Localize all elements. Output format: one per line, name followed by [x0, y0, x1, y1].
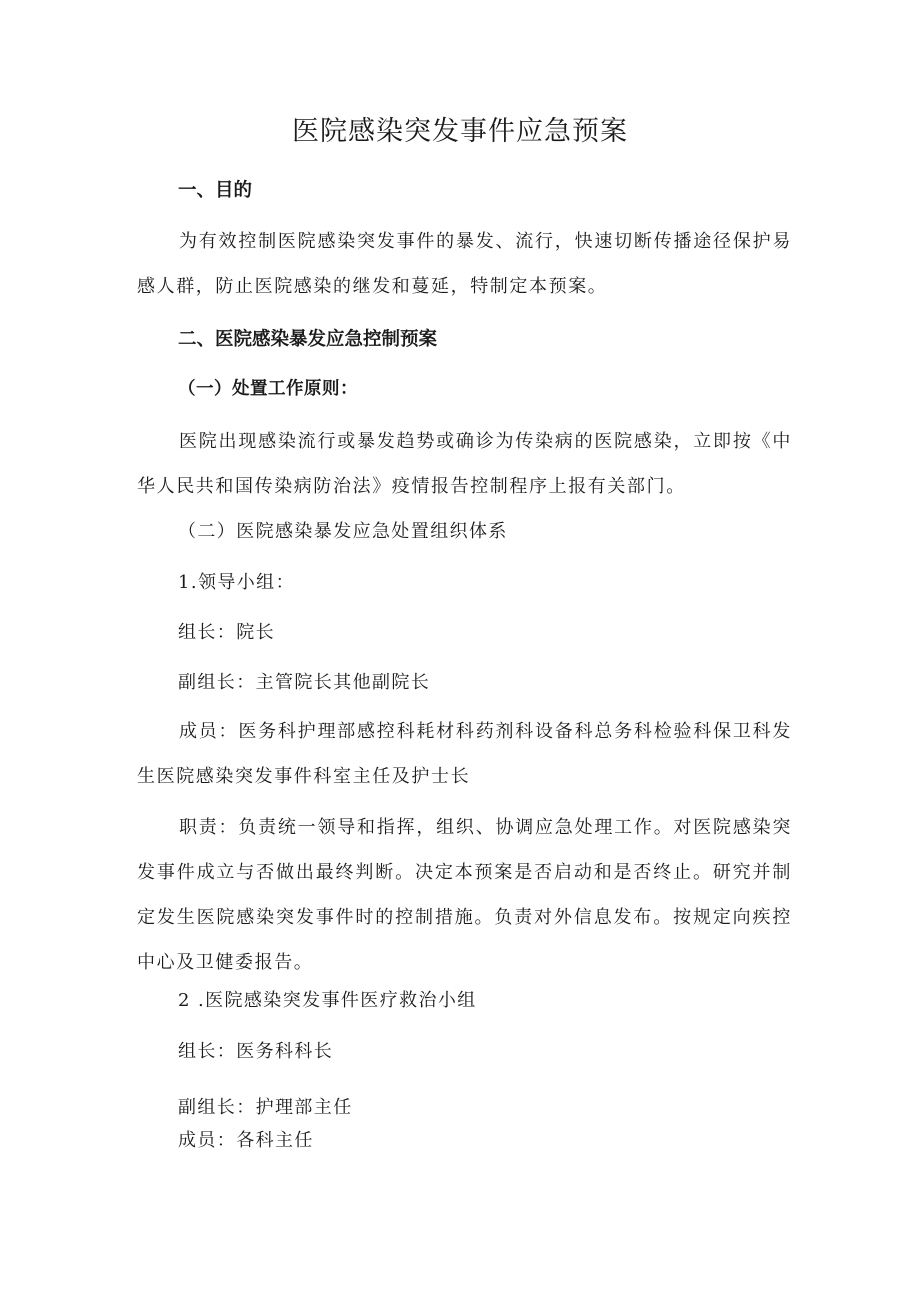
- subsection-heading-principles: （一）处置工作原则：: [178, 379, 358, 399]
- document-title: 医院感染突发事件应急预案: [292, 116, 628, 147]
- leadership-group-title: 1.领导小组：: [178, 572, 295, 593]
- section-heading-purpose: 一、目的: [178, 180, 253, 201]
- leadership-group-deputy: 副组长：主管院长其他副院长: [178, 672, 431, 693]
- principles-paragraph: 医院出现感染流行或暴发趋势或确诊为传染病的医院感染，立即按《中华人民共和国传染病防治法》疫情报告控制程序上报有关部门。: [137, 431, 792, 497]
- purpose-paragraph: 为有效控制医院感染突发事件的暴发、流行，快速切断传播途径保护易感人群，防止医院感染的继发和蔓延，特制定本预案。: [137, 231, 792, 297]
- section-heading-emergency-plan: 二、医院感染暴发应急控制预案: [178, 329, 438, 350]
- leadership-group-leader: 组长：院长: [178, 622, 275, 643]
- medical-treatment-group-leader: 组长：医务科科长: [178, 1041, 334, 1062]
- medical-treatment-group-title: 2 .医院感染突发事件医疗救治小组: [178, 990, 477, 1011]
- medical-treatment-group-members: 成员：各科主任: [178, 1130, 314, 1151]
- leadership-group-duties: 职责：负责统一领导和指挥，组织、协调应急处理工作。对医院感染突发事件成立与否做出最终判断。决定本预案是否启动和是否终止。研究并制定发生医院感染突发事件时的控制措施。负责对外信息发布。按规定向疾控中心及卫健委报告。: [137, 817, 792, 973]
- leadership-group-members: 成员：医务科护理部感控科耗材科药剂科设备科总务科检验科保卫科发生医院感染突发事件科室主任及护士长: [137, 721, 792, 787]
- subsection-heading-organization: （二）医院感染暴发应急处置组织体系: [178, 521, 508, 542]
- medical-treatment-group-deputy: 副组长：护理部主任: [178, 1097, 353, 1118]
